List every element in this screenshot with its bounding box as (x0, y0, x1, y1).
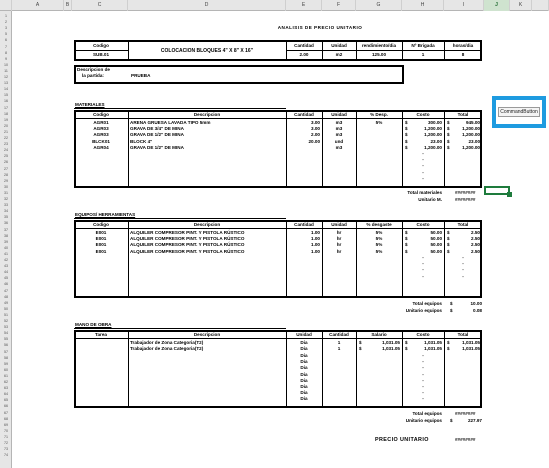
row-header[interactable]: 15 (4, 93, 8, 98)
mat-codigo[interactable]: AGR01 (93, 120, 109, 125)
mat-unidad[interactable]: m3 (335, 144, 343, 150)
row-header[interactable]: 25 (4, 154, 8, 159)
mat-header-unidad: Unidad (331, 112, 347, 117)
mo-unit-label: Unitario equipos (405, 418, 442, 423)
eq-codigo[interactable]: E001 (95, 230, 107, 235)
row-header[interactable]: 66 (4, 404, 8, 409)
mat-total-currency: $ (447, 132, 450, 138)
mo-salario[interactable]: 1,031.05 (382, 346, 400, 352)
mat-empty-cost: - (422, 175, 424, 181)
mat-costo-currency: $ (405, 120, 408, 125)
eq-costo[interactable]: 50.00 (430, 248, 442, 254)
column-header-e[interactable]: E (286, 0, 322, 11)
row-header-bar (0, 11, 12, 468)
mat-costo[interactable]: 300.00 (427, 120, 442, 125)
eq-total[interactable]: 2.50 (471, 236, 480, 242)
row-header[interactable]: 14 (4, 87, 8, 92)
mo-header-descripcion: Descripcion (193, 332, 221, 337)
mo-header-salario: Salario (371, 332, 387, 337)
cantidad-label: Cantidad (294, 43, 314, 48)
codigo-label: Codigo (93, 43, 109, 48)
row-header[interactable]: 60 (4, 367, 8, 372)
row-header[interactable]: 46 (4, 282, 8, 287)
eq-codigo[interactable]: E001 (95, 248, 107, 254)
rendimiento-value[interactable]: 125.00 (371, 52, 387, 57)
eq-desgaste[interactable]: 5% (375, 242, 383, 248)
mat-descripcion[interactable]: BLOCK 4" (130, 138, 153, 144)
column-header-b[interactable]: B (64, 0, 72, 11)
select-all-corner[interactable] (0, 0, 12, 11)
row-header[interactable]: 1 (5, 14, 7, 18)
mat-codigo[interactable]: BLCK01 (92, 138, 110, 144)
eq-total[interactable]: 2.50 (471, 242, 480, 248)
codigo-value[interactable]: SUB.01 (92, 52, 110, 57)
eq-descripcion[interactable]: ALQUILER COMPRESOR PINT. Y PISTOLA RÚSTICO (130, 242, 245, 248)
eq-desgaste[interactable]: 5% (375, 236, 383, 242)
eq-costo[interactable]: 50.00 (430, 230, 442, 235)
mo-empty-dia[interactable]: Dia (300, 359, 308, 365)
row-header[interactable]: 33 (4, 203, 8, 208)
row-header[interactable]: 34 (4, 209, 8, 214)
row-header[interactable]: 21 (4, 129, 8, 134)
mat-empty-cost: - (422, 169, 424, 175)
mo-costo[interactable]: 1,031.05 (424, 340, 442, 345)
mat-unidad[interactable]: und (334, 138, 344, 144)
eq-cantidad[interactable]: 1.00 (311, 242, 320, 248)
mat-cantidad[interactable]: 20.00 (308, 138, 320, 144)
mo-header-unidad: Unidad (296, 332, 312, 337)
mat-costo[interactable]: 1,200.00 (424, 144, 442, 150)
column-header-j[interactable]: J (484, 0, 510, 11)
row-header[interactable]: 24 (4, 148, 8, 153)
row-header[interactable]: 51 (4, 312, 8, 317)
mo-descripcion[interactable]: Trabajador de Zona Categoria(T2) (130, 346, 204, 352)
mo-descripcion[interactable]: Trabajador de Zona Categoria(T2) (130, 340, 204, 345)
column-header-blank (532, 0, 549, 11)
mo-total-label: Total equipos (412, 411, 442, 416)
mat-unidad[interactable]: m3 (335, 132, 343, 138)
mat-total-currency: $ (447, 126, 450, 132)
rendimiento-label: rendimiento/dia (361, 43, 397, 48)
brigada-value[interactable]: 1 (421, 52, 425, 57)
mat-descripcion[interactable]: ARENA GRUESA LAVADA TIPO 5mm (130, 120, 211, 125)
mo-unit-value[interactable]: 227.97 (467, 418, 482, 423)
partida-label-2: la partida: (82, 73, 104, 78)
partida-box (74, 65, 404, 84)
row-header[interactable]: 48 (4, 294, 8, 299)
eq-total-currency: $ (447, 230, 450, 235)
row-header[interactable]: 65 (4, 398, 8, 403)
row-header[interactable]: 18 (4, 111, 8, 116)
eq-total-currency: $ (450, 301, 453, 306)
eq-total-currency: $ (447, 242, 450, 248)
row-header[interactable]: 2 (5, 20, 7, 25)
row-header[interactable]: 49 (4, 300, 8, 305)
mo-total-value[interactable]: ######## (455, 411, 476, 416)
row-header[interactable]: 36 (4, 221, 8, 226)
mat-descripcion[interactable]: GRAVA DE 1/2" DE MINA (130, 132, 184, 138)
mat-costo[interactable]: 23.00 (430, 138, 442, 144)
mo-salario-currency: $ (359, 346, 362, 352)
eq-descripcion[interactable]: ALQUILER COMPRESOR PINT. Y PISTOLA RÚSTICO (130, 236, 245, 242)
row-header[interactable]: 43 (4, 264, 8, 269)
mat-codigo[interactable]: AGR03 (93, 132, 109, 138)
eq-header-codigo: Codigo (93, 222, 109, 227)
horas-label: horas/dia (452, 43, 474, 48)
row-header[interactable]: 3 (5, 26, 7, 31)
mat-cantidad[interactable]: 2.00 (311, 132, 320, 138)
mat-empty-cost: - (422, 163, 424, 169)
mo-empty-cost: - (422, 353, 424, 358)
mat-cantidad[interactable]: 3.00 (311, 126, 320, 132)
row-header[interactable]: 64 (4, 392, 8, 397)
eq-descripcion[interactable]: ALQUILER COMPRESOR PINT. Y PISTOLA RÚSTICO (130, 230, 245, 235)
cantidad-value[interactable]: 2.00 (299, 52, 309, 57)
row-header[interactable]: 58 (4, 355, 8, 360)
eq-costo[interactable]: 50.00 (430, 242, 442, 248)
eq-cantidad[interactable]: 1.00 (311, 230, 320, 235)
mo-total-currency: $ (447, 340, 450, 345)
mat-unidad[interactable]: m3 (335, 126, 343, 132)
mo-costo-currency: $ (405, 340, 408, 345)
column-header-bar (0, 0, 549, 11)
row-header[interactable]: 59 (4, 361, 8, 366)
mo-empty-cost: - (422, 384, 424, 389)
row-header[interactable]: 22 (4, 136, 8, 140)
mo-empty-dia[interactable]: Dia (300, 371, 308, 377)
eq-unidad[interactable]: hr (336, 236, 342, 242)
eq-descripcion[interactable]: ALQUILER COMPRESOR PINT. Y PISTOLA RÚSTICO (130, 248, 245, 254)
row-header[interactable]: 37 (4, 227, 8, 232)
mo-empty-dia[interactable]: Dia (300, 353, 308, 358)
row-header[interactable]: 20 (4, 123, 8, 128)
mat-costo[interactable]: 1,200.00 (424, 132, 442, 138)
mat-unidad[interactable]: m3 (335, 120, 343, 125)
materiales-section-title: MATERIALES (75, 102, 105, 107)
sheet-title: ANALISIS DE PRECIO UNITARIO (277, 25, 363, 30)
eq-empty-total: - (462, 255, 464, 260)
eq-desgaste[interactable]: 5% (375, 248, 383, 254)
row-header[interactable]: 45 (4, 276, 8, 281)
eq-header-desgaste: % desgaste (366, 222, 392, 227)
mat-total-currency: $ (447, 144, 450, 150)
mo-header-cantidad: Cantidad (329, 332, 349, 337)
row-header[interactable]: 72 (4, 441, 8, 445)
row-header[interactable]: 13 (4, 81, 8, 86)
mo-empty-cost: - (422, 377, 424, 383)
mat-empty-cost: - (422, 157, 424, 163)
mat-descripcion[interactable]: GRAVA DE 1/2" DE MINA (130, 144, 184, 150)
mat-costo-currency: $ (405, 138, 408, 144)
mat-cantidad[interactable]: 3.00 (311, 120, 320, 125)
row-header[interactable]: 40 (4, 245, 8, 250)
row-header[interactable]: 54 (4, 331, 8, 336)
eq-codigo[interactable]: E001 (95, 236, 107, 242)
precio-unitario-label: PRECIO UNITARIO (375, 437, 429, 443)
mo-header-costo: Costo (416, 332, 430, 337)
mo-unit-currency: $ (450, 418, 453, 423)
mat-header-cantidad: Cantidad (294, 112, 314, 117)
eq-total[interactable]: 2.50 (471, 230, 480, 235)
precio-unitario-value[interactable]: ######## (455, 437, 476, 442)
mat-header-codigo: Codigo (93, 112, 109, 117)
mat-desp[interactable]: 5% (375, 120, 383, 125)
eq-costo-currency: $ (405, 230, 408, 235)
mo-salario[interactable]: 1,031.05 (382, 340, 400, 345)
unidad-value[interactable]: m2 (335, 52, 343, 57)
row-header[interactable]: 68 (4, 416, 8, 421)
row-header[interactable]: 47 (4, 288, 8, 293)
eq-costo-currency: $ (405, 242, 408, 248)
row-header[interactable]: 42 (4, 258, 8, 262)
eq-desgaste[interactable]: 5% (375, 230, 383, 235)
mo-empty-dia[interactable]: Dia (300, 377, 308, 383)
partida-description[interactable]: COLOCACION BLOQUES 4" X 8" X 16" (160, 48, 254, 54)
mat-total-currency: $ (447, 138, 450, 144)
brigada-label: Nº Brigada (411, 43, 435, 48)
eq-empty-cost: - (422, 261, 424, 267)
row-header[interactable]: 63 (4, 386, 8, 391)
mat-descripcion[interactable]: GRAVA DE 3/4" DE MINA (130, 126, 184, 132)
mat-codigo[interactable]: AGR04 (93, 144, 109, 150)
eq-header-costo: Costo (416, 222, 430, 227)
eq-costo-currency: $ (405, 248, 408, 254)
row-header[interactable]: 6 (5, 38, 7, 43)
column-header-a[interactable]: A (12, 0, 64, 11)
column-header-f[interactable]: F (322, 0, 356, 11)
mo-costo-currency: $ (405, 346, 408, 352)
row-header[interactable]: 50 (4, 306, 8, 311)
mo-total[interactable]: 1,031.05 (462, 340, 480, 345)
eq-total[interactable]: 2.50 (471, 248, 480, 254)
row-header[interactable]: 69 (4, 422, 8, 427)
eq-codigo[interactable]: E001 (95, 242, 107, 248)
eq-header-unidad: Unidad (331, 222, 347, 227)
column-header-g[interactable]: G (356, 0, 402, 11)
row-header[interactable]: 5 (5, 32, 7, 37)
eq-total-currency: $ (447, 236, 450, 242)
row-header[interactable]: 10 (4, 62, 8, 67)
row-header[interactable]: 71 (4, 434, 8, 439)
row-header[interactable]: 61 (4, 373, 8, 378)
row-header[interactable]: 52 (4, 319, 8, 323)
eq-costo[interactable]: 50.00 (430, 236, 442, 242)
row-header[interactable]: 53 (4, 325, 8, 330)
mat-total-currency: $ (447, 120, 450, 125)
mat-header-desp: % Desp. (370, 112, 388, 117)
row-header[interactable]: 9 (5, 56, 7, 61)
mo-empty-cost: - (422, 371, 424, 377)
eq-unidad[interactable]: hr (336, 248, 342, 254)
mat-unit-label: Unitario M. (418, 197, 442, 202)
column-header-i[interactable]: I (444, 0, 484, 11)
mat-total[interactable]: 945.00 (465, 120, 480, 125)
partida-value[interactable]: PRUEBA (131, 73, 151, 78)
row-header[interactable]: 7 (5, 44, 7, 49)
mo-empty-dia[interactable]: Dia (300, 384, 308, 389)
row-header[interactable]: 62 (4, 380, 8, 384)
eq-unidad[interactable]: hr (336, 242, 342, 248)
eq-empty-total: - (462, 273, 464, 279)
eq-empty-total: - (462, 267, 464, 273)
mat-total-label: Total materiales (407, 190, 442, 195)
eq-unit-value[interactable]: 0.08 (473, 308, 482, 313)
row-header[interactable]: 19 (4, 117, 8, 122)
row-header[interactable]: 11 (4, 68, 8, 73)
mat-empty-cost: - (422, 151, 424, 156)
mo-empty-cost: - (422, 359, 424, 365)
row-header[interactable]: 17 (4, 105, 8, 110)
mano-section-title: MANO DE OBRA (75, 322, 112, 327)
mat-header-descripcion: Descripcion (193, 112, 221, 117)
eq-header-descripcion: Descripcion (193, 222, 221, 227)
eq-empty-cost: - (422, 273, 424, 279)
row-header[interactable]: 70 (4, 428, 8, 433)
eq-empty-cost: - (422, 267, 424, 273)
eq-total-currency: $ (447, 248, 450, 254)
command-button[interactable]: CommandButton (498, 107, 540, 117)
eq-header-cantidad: Cantidad (294, 222, 314, 227)
row-header[interactable]: 26 (4, 160, 8, 165)
eq-cantidad[interactable]: 1.00 (311, 236, 320, 242)
mo-costo[interactable]: 1,031.05 (424, 346, 442, 352)
row-header[interactable]: 44 (4, 270, 8, 275)
row-header[interactable]: 23 (4, 142, 8, 147)
row-header[interactable]: 30 (4, 184, 8, 189)
eq-unidad[interactable]: hr (336, 230, 342, 235)
mat-total-value[interactable]: ######## (455, 190, 476, 195)
mat-unit-value[interactable]: ######## (455, 197, 476, 202)
row-header[interactable]: 73 (4, 447, 8, 452)
mo-empty-cost: - (422, 390, 424, 396)
mat-codigo[interactable]: AGR03 (93, 126, 109, 132)
eq-empty-cost: - (422, 255, 424, 260)
eq-cantidad[interactable]: 1.00 (311, 248, 320, 254)
eq-header-total: Total (457, 222, 469, 227)
mo-total-currency: $ (447, 346, 450, 352)
row-header[interactable]: 31 (4, 190, 8, 195)
row-header[interactable]: 74 (4, 453, 8, 458)
column-header-h[interactable]: H (402, 0, 444, 11)
row-header[interactable]: 67 (4, 410, 8, 415)
mat-costo-currency: $ (405, 144, 408, 150)
row-header[interactable]: 56 (4, 343, 8, 348)
row-header[interactable]: 55 (4, 337, 8, 342)
mo-unidad[interactable]: Dia (300, 340, 308, 345)
row-header[interactable]: 27 (4, 166, 8, 171)
column-header-d[interactable]: D (128, 0, 286, 11)
mat-costo-currency: $ (405, 132, 408, 138)
mo-unidad[interactable]: Dia (300, 346, 308, 352)
row-header[interactable]: 38 (4, 233, 8, 238)
mo-empty-dia[interactable]: Dia (300, 365, 308, 371)
row-header[interactable]: 29 (4, 178, 8, 183)
mat-total[interactable]: 1,200.00 (462, 126, 480, 132)
row-header[interactable]: 16 (4, 99, 8, 104)
eq-unit-currency: $ (450, 308, 453, 313)
row-header[interactable]: 57 (4, 349, 8, 354)
mo-header-total: Total (457, 332, 469, 337)
row-header[interactable]: 35 (4, 215, 8, 220)
mo-total[interactable]: 1,031.05 (462, 346, 480, 352)
mo-empty-dia[interactable]: Dia (300, 396, 308, 402)
eq-total-label: Total equipos (412, 301, 442, 306)
equipos-section-title: EQUIPOS/ HERRAMIENTAS (75, 212, 136, 217)
mo-cantidad[interactable]: 1 (337, 340, 341, 345)
eq-costo-currency: $ (405, 236, 408, 242)
row-header[interactable]: 41 (4, 251, 8, 256)
command-button-frame (492, 96, 546, 128)
mat-costo-currency: $ (405, 126, 408, 132)
column-header-k[interactable]: K (510, 0, 532, 11)
unidad-label: Unidad (331, 43, 347, 48)
mo-empty-cost: - (422, 365, 424, 371)
row-header[interactable]: 28 (4, 172, 8, 177)
eq-empty-total: - (462, 261, 464, 267)
column-header-c[interactable]: C (72, 0, 128, 11)
mo-cantidad[interactable]: 1 (337, 346, 341, 352)
mat-costo[interactable]: 1,200.00 (424, 126, 442, 132)
mat-total[interactable]: 1,200.00 (462, 132, 480, 138)
mat-total[interactable]: 1,200.00 (462, 144, 480, 150)
partida-label-1: Descripcion de (77, 67, 110, 72)
row-header[interactable]: 8 (5, 50, 7, 55)
row-header[interactable]: 12 (4, 75, 8, 79)
mo-empty-dia[interactable]: Dia (300, 390, 308, 396)
mat-total[interactable]: 23.00 (468, 138, 480, 144)
row-header[interactable]: 39 (4, 239, 8, 244)
row-header[interactable]: 32 (4, 197, 8, 201)
eq-unit-label: Unitario equipos (405, 308, 442, 313)
mat-header-total: Total (457, 112, 469, 117)
mo-header-tarea: Tarea (95, 332, 107, 337)
mo-empty-cost: - (422, 396, 424, 402)
horas-value[interactable]: 8 (461, 52, 465, 57)
eq-total-value[interactable]: 10.00 (470, 301, 482, 306)
selected-cell[interactable] (484, 186, 510, 195)
mo-salario-currency: $ (359, 340, 362, 345)
mat-header-costo: Costo (416, 112, 430, 117)
